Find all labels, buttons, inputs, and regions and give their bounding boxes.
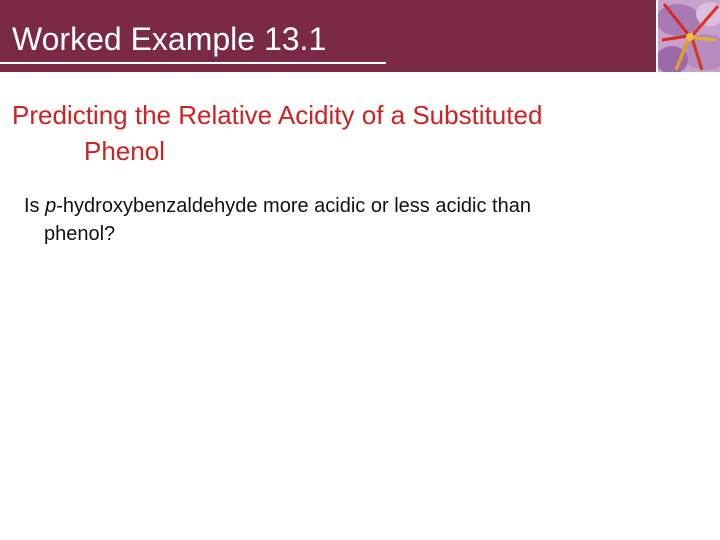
title-underline — [0, 62, 386, 64]
title-bar — [0, 0, 720, 72]
para-prefix: p — [45, 195, 57, 217]
heading-line-2: Phenol — [84, 136, 165, 166]
question-line-1: -hydroxybenzaldehyde more acidic or less acidic than — [56, 195, 531, 217]
heading-line-1: Predicting the Relative Acidity of a Substituted — [12, 100, 543, 130]
slide-title: Worked Example 13.1 — [12, 21, 327, 57]
saffron-flower-photo — [656, 0, 720, 72]
question-prefix: Is — [24, 195, 46, 217]
question-line-2: phenol? — [44, 223, 116, 245]
example-heading — [12, 97, 662, 169]
question-text — [24, 192, 664, 248]
